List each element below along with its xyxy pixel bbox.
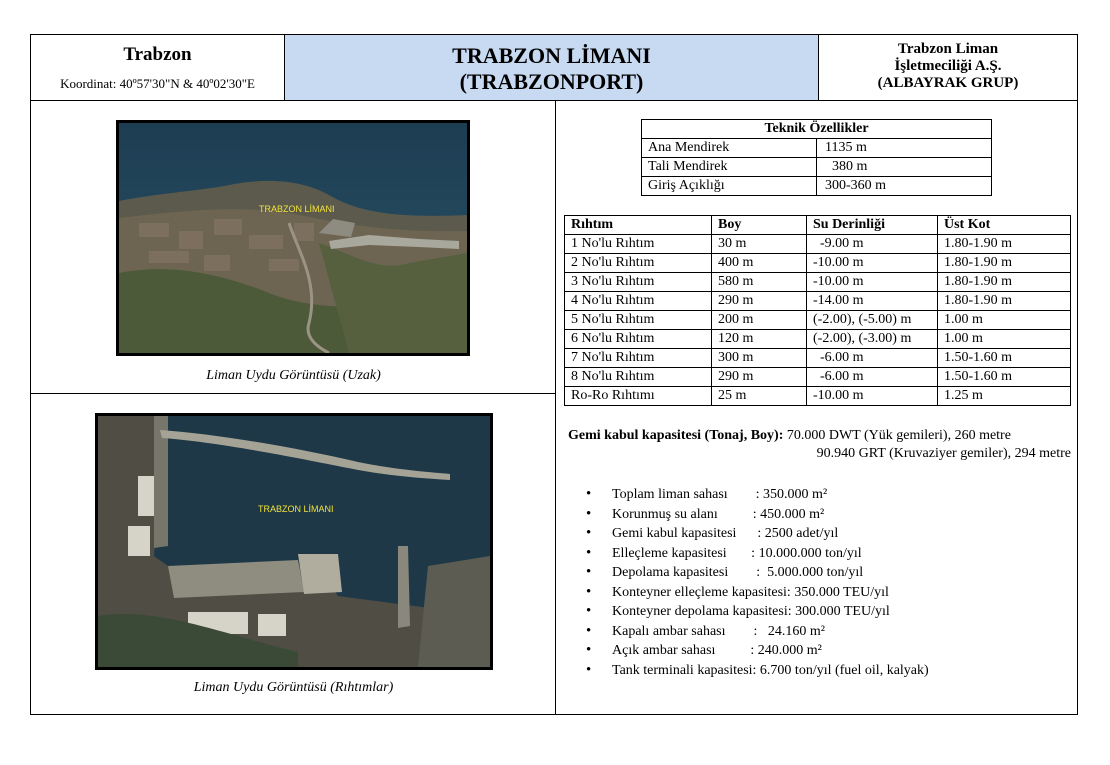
list-item: • Gemi kabul kapasitesi : 2500 adet/yıl [586, 524, 929, 544]
table-row [565, 349, 1071, 368]
table-cell: 1.80-1.90 m [938, 292, 1071, 311]
image-divider [31, 393, 556, 394]
table-cell: Ro-Ro Rıhtımı [565, 387, 712, 406]
port-statistics-list [586, 485, 929, 680]
spec-name: Ana Mendirek [642, 139, 817, 158]
images-column [31, 101, 556, 714]
table-cell: -6.00 m [807, 349, 938, 368]
satellite-image-quays [95, 413, 493, 670]
table-cell: -14.00 m [807, 292, 938, 311]
table-cell: 200 m [712, 311, 807, 330]
table-cell: 120 m [712, 330, 807, 349]
table-row [642, 158, 992, 177]
operator-line-2: İşletmeciliği A.Ş. [894, 58, 1002, 74]
column-header: Üst Kot [938, 216, 1071, 235]
spec-value: 300-360 m [817, 177, 992, 196]
table-cell: 30 m [712, 235, 807, 254]
header-title-cell [285, 35, 819, 101]
list-item: • Depolama kapasitesi : 5.000.000 ton/yıl [586, 563, 929, 583]
page-frame [30, 34, 1078, 715]
technical-specs-title: Teknik Özellikler [642, 120, 992, 139]
technical-specs-table [641, 119, 992, 196]
spec-name: Tali Mendirek [642, 158, 817, 177]
table-cell: 290 m [712, 292, 807, 311]
table-cell: -6.00 m [807, 368, 938, 387]
page-subtitle: (TRABZONPORT) [459, 69, 644, 94]
table-cell: -10.00 m [807, 254, 938, 273]
table-cell: 4 No'lu Rıhtım [565, 292, 712, 311]
table-row [565, 330, 1071, 349]
data-column [556, 101, 1077, 714]
quay-table [564, 215, 1071, 406]
spec-value: 1135 m [817, 139, 992, 158]
table-cell: -9.00 m [807, 235, 938, 254]
ship-capacity-line-1: 70.000 DWT (Yük gemileri), 260 metre [783, 428, 1011, 443]
list-item: • Konteyner depolama kapasitesi: 300.000 TEU/yıl [586, 602, 929, 622]
spec-value: 380 m [817, 158, 992, 177]
caption-far: Liman Uydu Görüntüsü (Uzak) [206, 368, 381, 383]
table-cell: -10.00 m [807, 273, 938, 292]
table-cell: 7 No'lu Rıhtım [565, 349, 712, 368]
table-row [642, 139, 992, 158]
table-cell: 25 m [712, 387, 807, 406]
ship-capacity-label: Gemi kabul kapasitesi (Tonaj, Boy): [568, 428, 784, 443]
table-row [565, 387, 1071, 406]
list-item: • Açık ambar sahası : 240.000 m² [586, 641, 929, 661]
table-row [565, 254, 1071, 273]
coordinates: Koordinat: 40º57'30"N & 40º02'30"E [60, 76, 255, 91]
page-title: TRABZON LİMANI [452, 43, 651, 68]
list-item: • Elleçleme kapasitesi : 10.000.000 ton/yıl [586, 544, 929, 564]
ship-capacity [568, 427, 1071, 463]
table-cell: 1.50-1.60 m [938, 368, 1071, 387]
table-row [565, 235, 1071, 254]
operator-line-1: Trabzon Liman [897, 41, 999, 57]
table-row [642, 177, 992, 196]
spec-name: Giriş Açıklığı [642, 177, 817, 196]
table-cell: 1 No'lu Rıhtım [565, 235, 712, 254]
map-label-far: TRABZON LİMANI [259, 204, 335, 214]
table-cell: -10.00 m [807, 387, 938, 406]
table-cell: 1.80-1.90 m [938, 235, 1071, 254]
header-operator-cell [819, 35, 1077, 101]
quay-table-header [565, 216, 1071, 235]
table-cell: 1.25 m [938, 387, 1071, 406]
table-cell: (-2.00), (-3.00) m [807, 330, 938, 349]
table-row [565, 368, 1071, 387]
table-cell: 1.00 m [938, 311, 1071, 330]
table-cell: 1.80-1.90 m [938, 254, 1071, 273]
column-header: Boy [712, 216, 807, 235]
column-header: Rıhtım [565, 216, 712, 235]
list-item: • Tank terminali kapasitesi: 6.700 ton/yıl (fuel oil, kalyak) [586, 661, 929, 681]
table-cell: 2 No'lu Rıhtım [565, 254, 712, 273]
column-header: Su Derinliği [807, 216, 938, 235]
caption-quays: Liman Uydu Görüntüsü (Rıhtımlar) [193, 680, 394, 695]
table-cell: 1.80-1.90 m [938, 273, 1071, 292]
operator-line-3: (ALBAYRAK GRUP) [877, 75, 1019, 91]
list-item: • Konteyner elleçleme kapasitesi: 350.000 TEU/yıl [586, 583, 929, 603]
table-cell: 580 m [712, 273, 807, 292]
table-cell: (-2.00), (-5.00) m [807, 311, 938, 330]
list-item: • Kapalı ambar sahası : 24.160 m² [586, 622, 929, 642]
table-cell: 3 No'lu Rıhtım [565, 273, 712, 292]
table-cell: 290 m [712, 368, 807, 387]
table-row [565, 273, 1071, 292]
table-cell: 1.50-1.60 m [938, 349, 1071, 368]
map-label-quays: TRABZON LİMANI [258, 504, 334, 514]
list-item: • Korunmuş su alanı : 450.000 m² [586, 505, 929, 525]
city-name: Trabzon [123, 44, 192, 65]
header-location-cell [31, 35, 285, 101]
satellite-image-far [116, 120, 470, 356]
table-cell: 8 No'lu Rıhtım [565, 368, 712, 387]
list-item: • Toplam liman sahası : 350.000 m² [586, 485, 929, 505]
table-cell: 5 No'lu Rıhtım [565, 311, 712, 330]
table-cell: 400 m [712, 254, 807, 273]
ship-capacity-line-2: 90.940 GRT (Kruvaziyer gemiler), 294 metre [816, 446, 1071, 461]
table-row [565, 292, 1071, 311]
table-cell: 6 No'lu Rıhtım [565, 330, 712, 349]
table-row [565, 311, 1071, 330]
table-cell: 1.00 m [938, 330, 1071, 349]
table-cell: 300 m [712, 349, 807, 368]
